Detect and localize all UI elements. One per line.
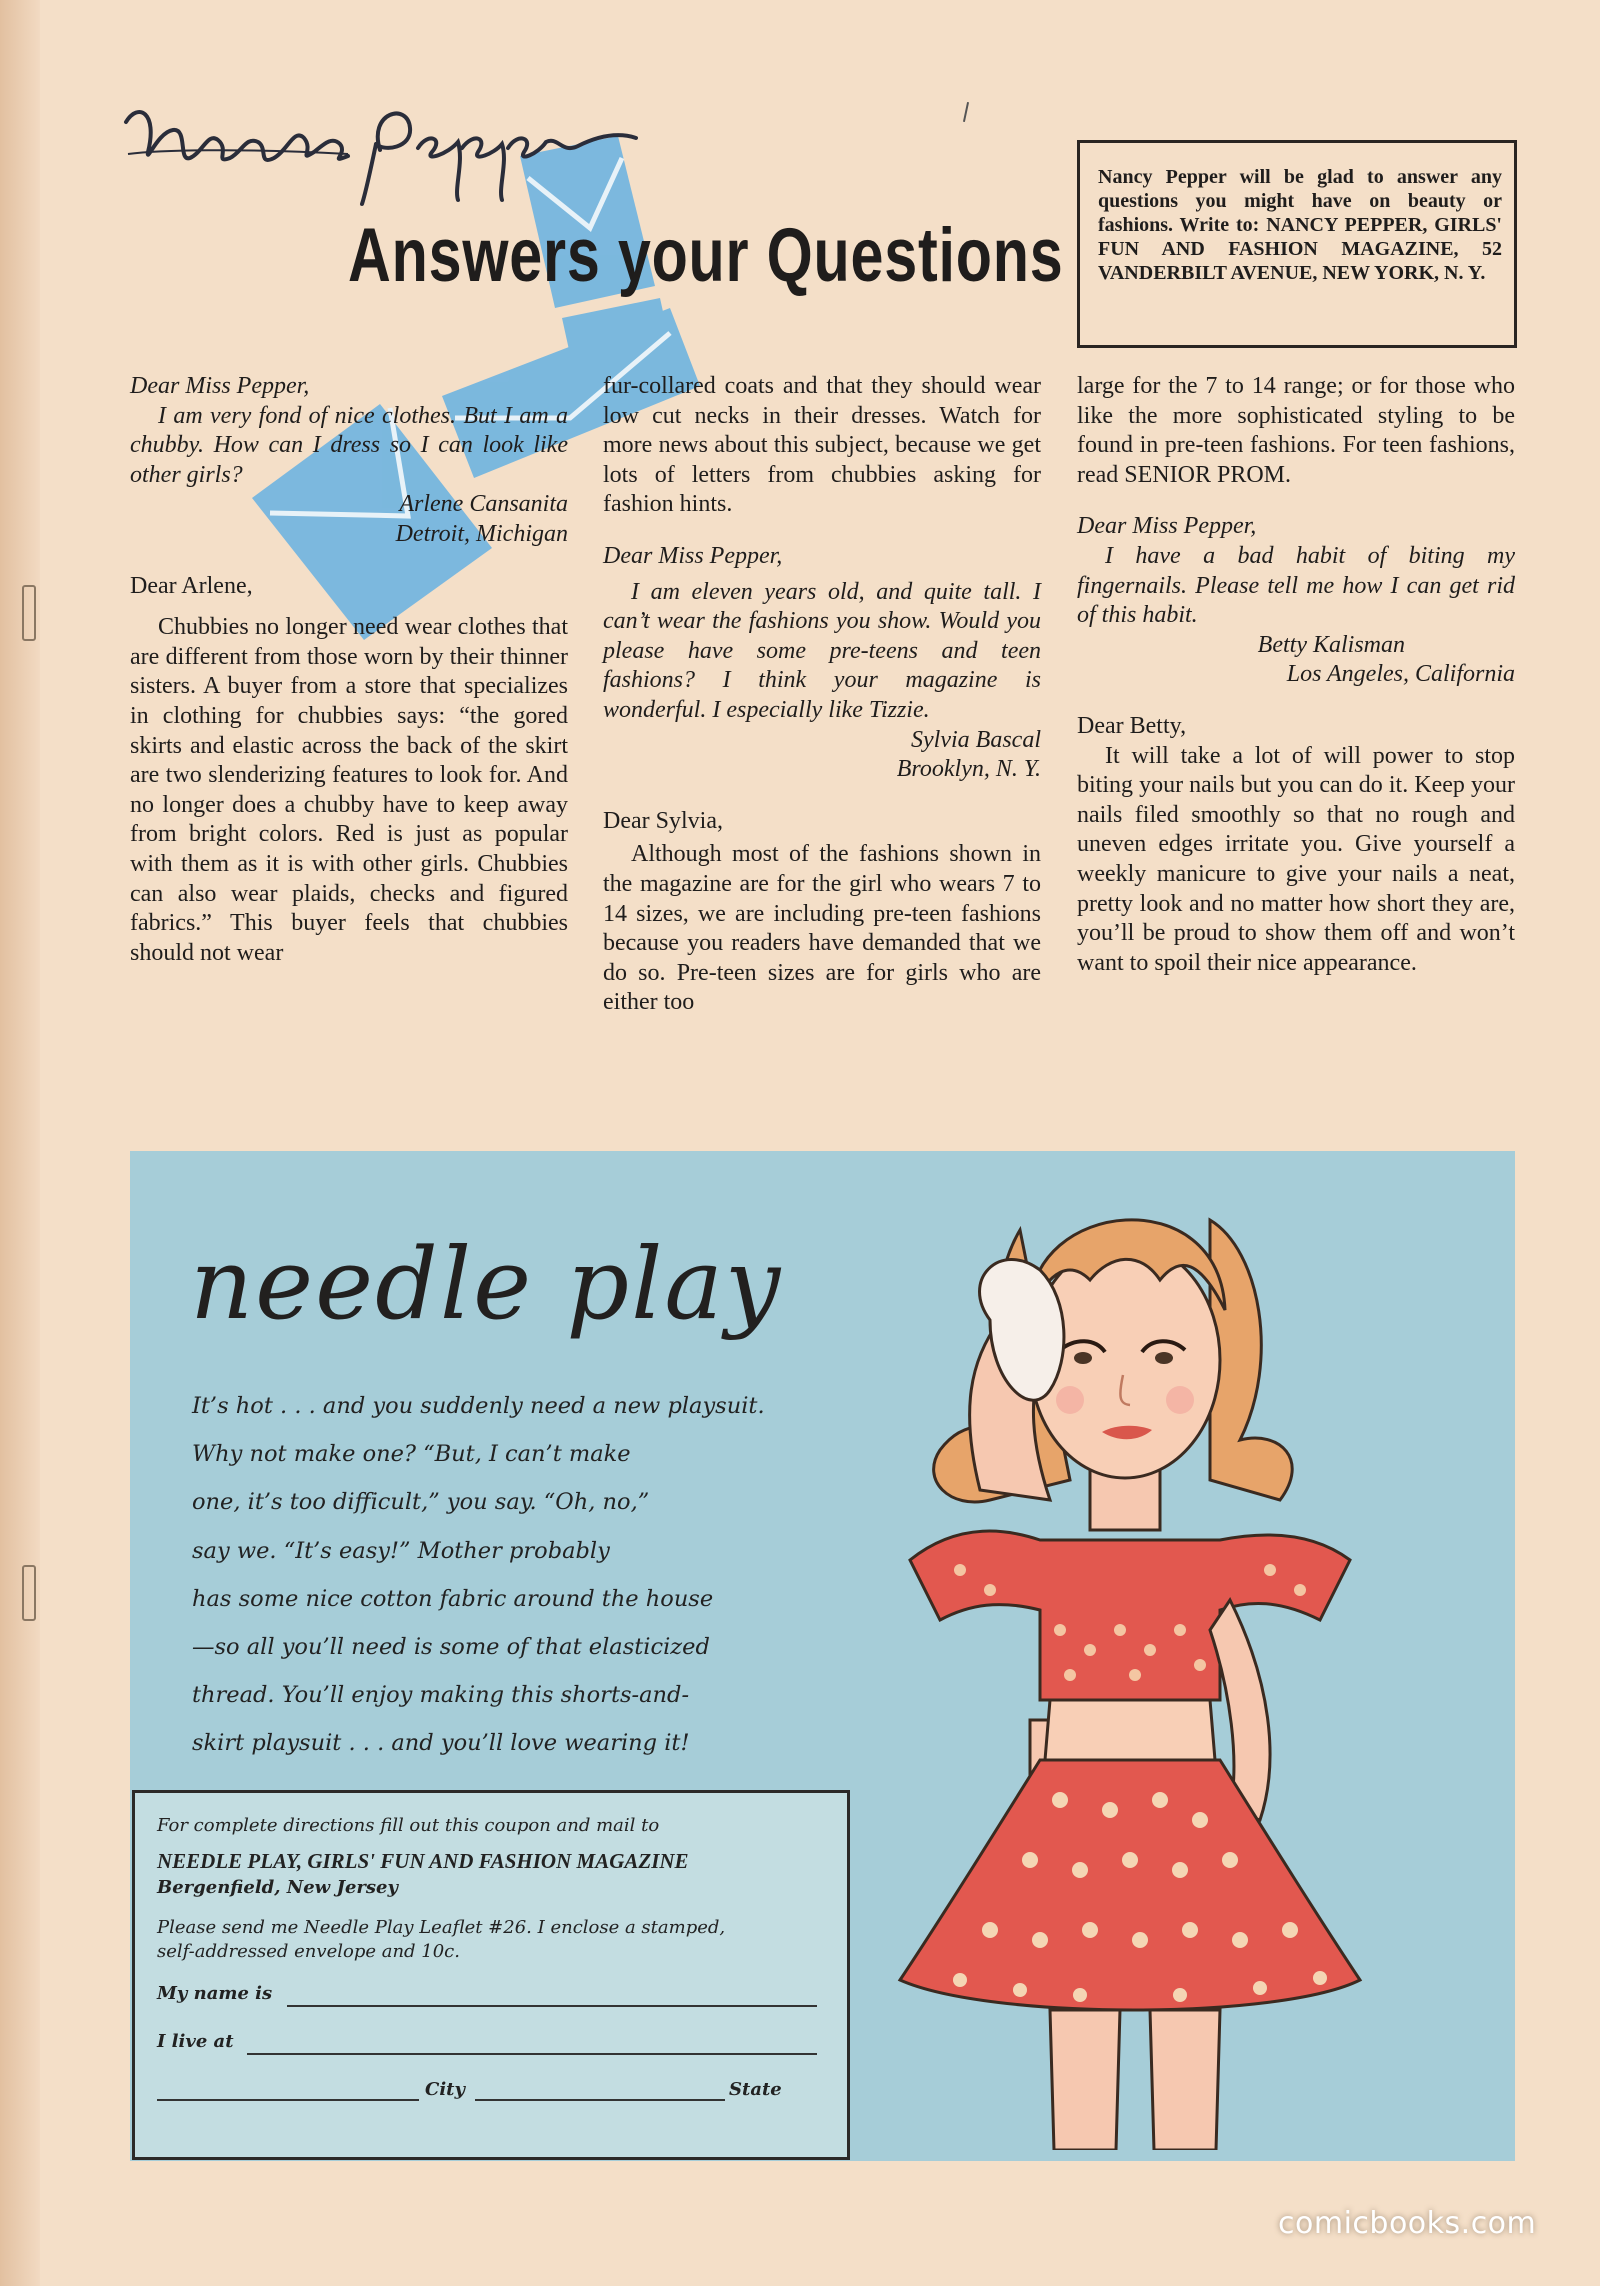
letter3-place: Los Angeles, California — [1286, 661, 1515, 688]
letter3-name: Betty Kalisman — [1257, 631, 1405, 658]
order-coupon — [132, 1790, 850, 2160]
needle-play-line: thread. You’ll enjoy making this shorts-and- — [192, 1682, 690, 1709]
needle-play-line: Why not make one? “But, I can’t make — [192, 1441, 631, 1468]
letter1-body: I am very fond of nice clothes. But I am a chubby. How can I dress so I can look like other girls? — [130, 402, 568, 488]
reply3-body: It will take a lot of will power to stop biting your nails but you can do it. Keep your nails filed smoothly so that no rough and uneven edges irritate you. Give yourself a weekly manicure to give your nails a neat, pretty look and no matter how short they are, you’ll be proud to show them off and won’t want to spoil their nice appearance. — [1077, 742, 1515, 976]
name-field-line[interactable] — [287, 2005, 817, 2007]
state-prefix-line[interactable] — [475, 2099, 725, 2101]
reply1-body-part2: fur-collared coats and that they should wear low cut necks in their dresses. Watch for more news about this subject, because we get lots of letters from chubbies asking for fashion hints. — [603, 373, 1041, 518]
reply2-body-part1: Although most of the fashions shown in the magazine are for the girl who wears 7 to 14 sizes, we are including pre-teen fashions because you readers have demanded that we do so. Pre-teen sizes are for girls who are either too — [603, 841, 1041, 1016]
staple — [22, 1565, 36, 1621]
staple — [22, 585, 36, 641]
reply2-body-part2: large for the 7 to 14 range; or for those who like the more sophisticated styling to be found in pre-teen fashions. For teen fashions, read SENIOR PROM. — [1077, 373, 1515, 488]
girl-in-playsuit-illustration — [880, 1160, 1440, 2150]
watermark: comicbooks.com — [1278, 2206, 1537, 2241]
reply1-body-part1: Chubbies no longer need wear clothes that are different from those worn by their thinner sisters. A buyer from a store that specializes in clothing for chubbies says: “the gored skirts and elastic across the back of the skirt are two slenderizing features to look for. And no longer does a chubby have to keep away from bright colors. Red is just as popular with them as it is with other girls. Chubbies can also wear plaids, checks and figured fabrics.” This buyer feels that chubbies should not wear — [130, 614, 568, 966]
needle-play-line: —so all you’ll need is some of that elasticized — [192, 1634, 710, 1661]
reply2-salutation: Dear Sylvia, — [603, 807, 723, 834]
info-box: Nancy Pepper will be glad to answer any questions you might have on beauty or fashions. Write to: NANCY PEPPER, GIRLS' FUN AND FASHION MAGAZINE, 52 VANDERBILT AVENUE, NEW YORK, N. Y. — [1077, 140, 1517, 348]
needle-play-line: one, it’s too difficult,” you say. “Oh, no,” — [192, 1489, 650, 1516]
needle-play-text — [192, 1382, 832, 1768]
coupon-name-label: My name is — [157, 1983, 273, 2004]
letter1-salutation: Dear Miss Pepper, — [130, 373, 310, 399]
print-mark — [963, 102, 969, 122]
reply1-salutation: Dear Arlene, — [130, 572, 253, 599]
coupon-state-label: State — [729, 2079, 782, 2100]
needle-play-line: say we. “It’s easy!” Mother probably — [192, 1537, 610, 1564]
coupon-address-line1: NEEDLE PLAY, GIRLS' FUN AND FASHION MAGAZINE — [157, 1849, 689, 1873]
letter1-name: Arlene Cansanita — [399, 491, 568, 518]
column-1 — [130, 372, 568, 968]
coupon-address-line2: Bergenfield, New Jersey — [157, 1877, 398, 1898]
page-spine — [0, 0, 40, 2286]
letter2-name: Sylvia Bascal — [911, 726, 1041, 753]
column-2 — [603, 372, 1041, 1018]
address-field-line[interactable] — [247, 2053, 817, 2055]
needle-play-line: It’s hot . . . and you suddenly need a new playsuit. — [192, 1393, 765, 1419]
needle-play-title: needle play — [190, 1228, 783, 1342]
coupon-request-line2: self-addressed envelope and 10c. — [157, 1941, 460, 1962]
headline: Answers your Questions — [348, 213, 1064, 298]
letter3-body: I have a bad habit of biting my fingernails. Please tell me how I can get rid of this habit. — [1077, 542, 1515, 629]
needle-play-line: has some nice cotton fabric around the house — [192, 1585, 714, 1612]
letter2-body: I am eleven years old, and quite tall. I can’t wear the fashions you show. Would you please have some pre-teens and teen fashions? I think your magazine is wonderful. I especially like Tizzie. — [603, 578, 1041, 723]
coupon-intro: For complete directions fill out this coupon and mail to — [157, 1815, 660, 1836]
coupon-request-line1: Please send me Needle Play Leaflet #26. I enclose a stamped, — [157, 1917, 726, 1938]
letter3-salutation: Dear Miss Pepper, — [1077, 513, 1257, 540]
reply3-salutation: Dear Betty, — [1077, 712, 1187, 739]
coupon-city-label: City — [425, 2079, 465, 2100]
column-3 — [1077, 372, 1515, 978]
letter1-place: Detroit, Michigan — [395, 520, 568, 547]
city-field-line[interactable] — [157, 2099, 419, 2101]
coupon-address-label: I live at — [157, 2031, 234, 2052]
needle-play-line: skirt playsuit . . . and you’ll love wearing it! — [192, 1730, 690, 1757]
letter2-salutation: Dear Miss Pepper, — [603, 542, 783, 569]
signature-nancy-pepper — [118, 92, 638, 212]
letter2-place: Brooklyn, N. Y. — [896, 756, 1041, 783]
